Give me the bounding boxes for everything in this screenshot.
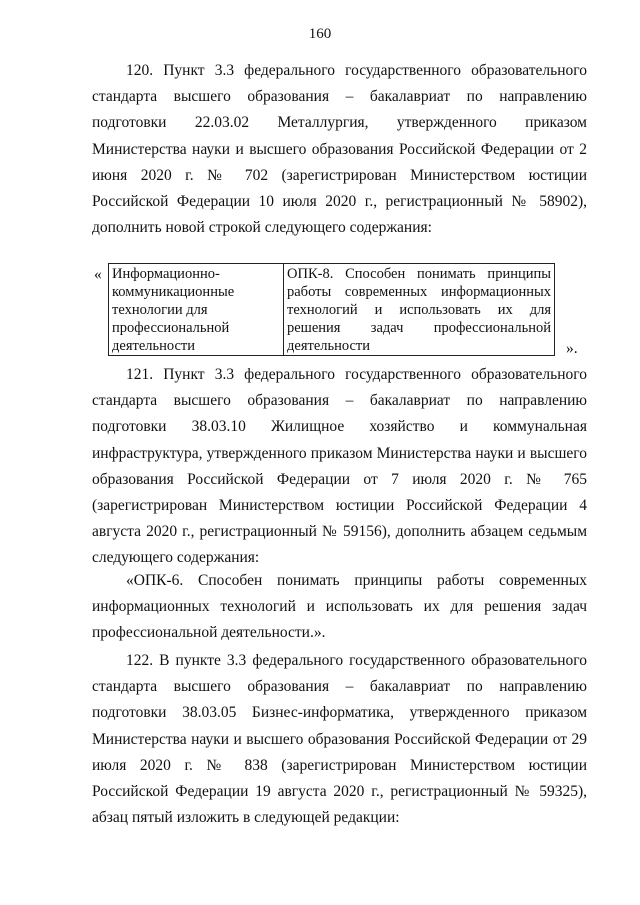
quoted-paragraph-opk6: «ОПК-6. Способен понимать принципы работы современных информационных технологий и использовать их для решения задач профессиональной деятельности.».	[92, 572, 587, 642]
category-cell: Информационно-коммуникационные технологии для профессиональной деятельности	[109, 264, 284, 356]
table-row	[109, 264, 555, 356]
inserted-table-block	[92, 263, 588, 359]
paragraph-120: 120. Пункт 3.3 федерального государственного образовательного стандарта высшего образования – бакалавриат по направлению подготовки 22.03.02 Металлургия, утвержденного приказом Министерства науки и высшего образования Российской Федерации от 2 июня 2020 г. № 702 (зарегистрирован Министерством юстиции Российской Федерации 10 июля 2020 г., регистрационный № 58902), дополнить новой строкой следующего содержания:	[92, 62, 587, 237]
paragraph-121: 121. Пункт 3.3 федерального государственного образовательного стандарта высшего образования – бакалавриат по направлению подготовки 38.03.10 Жилищное хозяйство и коммунальная инфраструктура, утвержденного приказом Министерства науки и высшего образования Российской Федерации от 7 июля 2020 г. № 765 (зарегистрирован Министерством юстиции Российской Федерации 4 августа 2020 г., регистрационный № 59156), дополнить абзацем седьмым следующего содержания:	[92, 366, 587, 567]
page-number: 160	[308, 26, 332, 42]
opening-quote: «	[94, 266, 102, 283]
competency-table	[108, 263, 555, 356]
competency-cell: ОПК-8. Способен понимать принципы работы современных информационных технологий и использовать их для решения задач профессиональной деятельности	[284, 264, 555, 356]
paragraph-122: 122. В пункте 3.3 федерального государственного образовательного стандарта высшего образования – бакалавриат по направлению подготовки 38.03.05 Бизнес-информатика, утвержденного приказом Министерства науки и высшего образования Российской Федерации от 29 июля 2020 г. № 838 (зарегистрирован Министерством юстиции Российской Федерации 19 августа 2020 г., регистрационный № 59325), абзац пятый изложить в следующей редакции:	[92, 652, 587, 827]
closing-quote: ».	[566, 340, 578, 357]
